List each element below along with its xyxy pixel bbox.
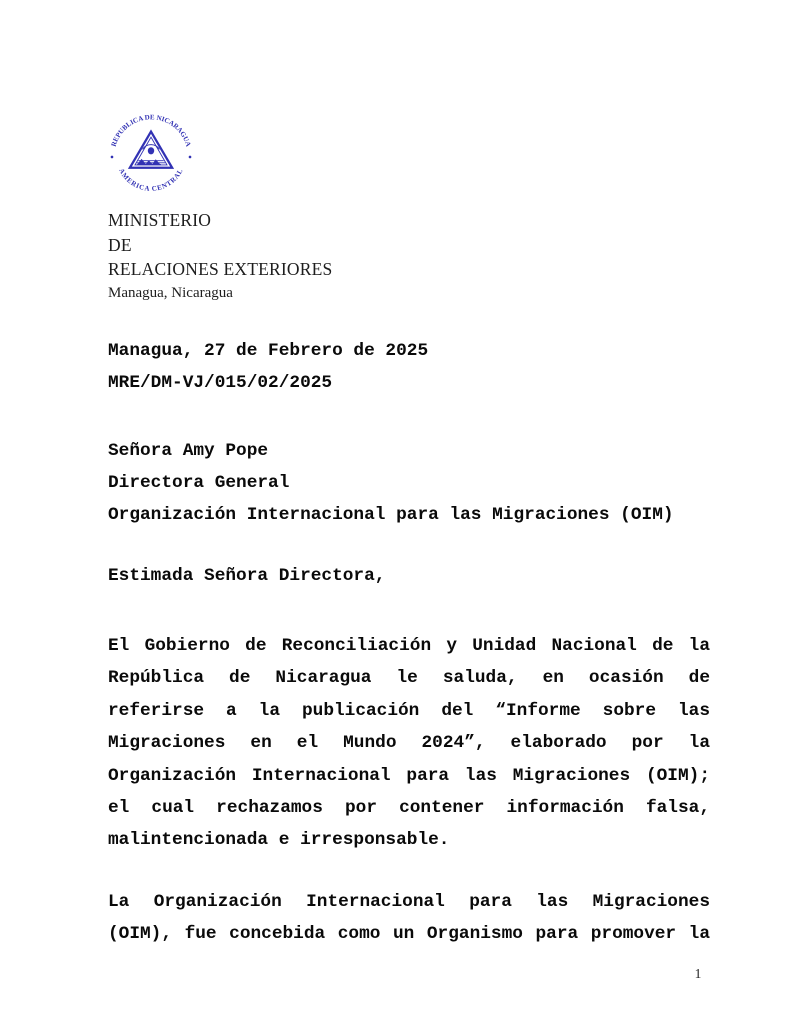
salutation: Estimada Señora Directora, [108, 566, 386, 586]
ministry-seal-icon [104, 109, 198, 203]
body-paragraph-1 [108, 630, 710, 857]
seal-right-dot [189, 156, 192, 159]
letterhead-ministry-line: MINISTERIO [108, 210, 212, 230]
page-number: 1 [694, 966, 702, 981]
seal-ring-bottom-text: AMERICA CENTRAL [117, 167, 185, 193]
seal-left-dot [111, 156, 114, 159]
recipient-block [108, 436, 674, 531]
paragraph-line: La Organización Internacional para las Migraciones [108, 892, 710, 912]
recipient-organization: Organización Internacional para las Migraciones (OIM) [108, 504, 674, 525]
paragraph-line: el cual rechazamos por contener información falsa, [108, 798, 710, 819]
dateline: Managua, 27 de Febrero de 2025 [108, 341, 429, 361]
paragraph-line: Migraciones en el Mundo 2024”, elaborado por la [108, 733, 710, 754]
body-paragraph-2 [108, 886, 710, 951]
paragraph-line: El Gobierno de Reconciliación y Unidad Nacional de la [108, 636, 710, 656]
seal-cap [148, 147, 154, 154]
reference-number: MRE/DM-VJ/015/02/2025 [108, 372, 333, 393]
seal-ring-top-text: REPUBLICA DE NICARAGUA [109, 113, 193, 148]
paragraph-line: República de Nicaragua le saluda, en ocasión de [108, 668, 710, 689]
letterhead-ministry-line: RELACIONES EXTERIORES [108, 259, 333, 280]
paragraph-line: referirse a la publicación del “Informe sobre las [108, 700, 710, 721]
date-reference-block [108, 336, 428, 400]
letterhead [108, 208, 332, 305]
letterhead-location: Managua, Nicaragua [108, 284, 233, 301]
recipient-name: Señora Amy Pope [108, 441, 269, 461]
paragraph-line: (OIM), fue concebida como un Organismo para promover la [108, 924, 710, 945]
letterhead-ministry-line: DE [108, 234, 132, 255]
recipient-title: Directora General [108, 472, 290, 493]
seal-volcanoes [136, 159, 160, 165]
paragraph-line: malintencionada e irresponsable. [108, 830, 450, 851]
paragraph-line: Organización Internacional para las Migraciones (OIM); [108, 765, 710, 786]
